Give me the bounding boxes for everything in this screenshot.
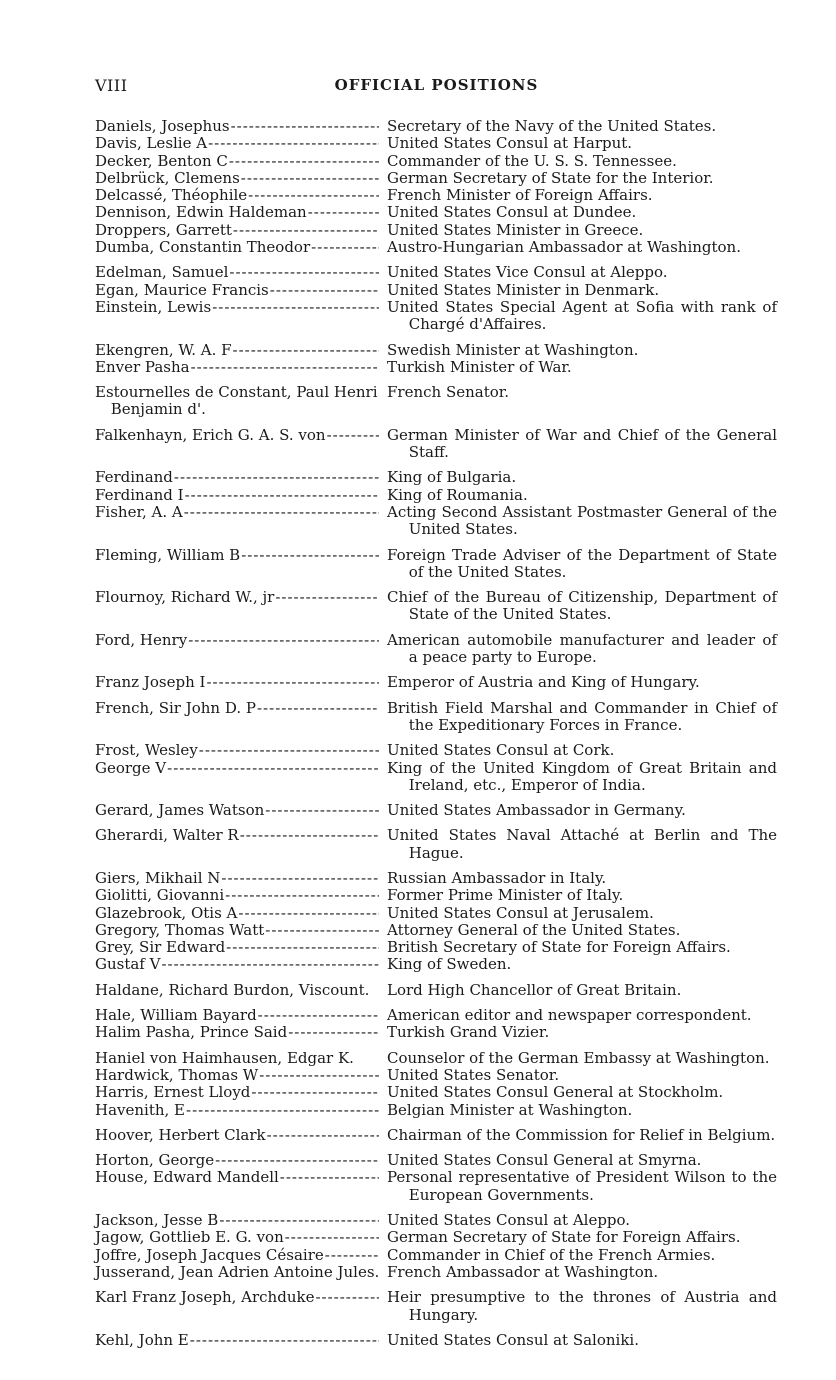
entry-row [95,187,780,204]
entry-row [95,299,780,334]
entry-row [95,427,780,462]
entry-position: Commander of the U. S. S. Tennessee. [387,151,677,170]
entry-name-cell [95,1264,383,1281]
entry-name: Ford, Henry [95,630,188,649]
entry-position: Russian Ambassador in Italy. [387,868,607,887]
entry-position: United States Consul at Jerusalem. [387,903,654,922]
entry-position: French Senator. [387,383,510,402]
entry-name: Joffre, Joseph Jacques Césaire [95,1245,324,1264]
entry-position: Counselor of the German Embassy at Washington. [387,1048,770,1067]
entry-name: Horton, George [95,1151,215,1170]
dot-leader [311,239,379,256]
entry-position: United States Consul at Saloniki. [387,1330,639,1349]
dot-leader [233,222,379,239]
entry-row [95,487,780,504]
dot-leader [285,1229,379,1246]
dot-leader [174,469,379,486]
dot-leader [258,1007,379,1024]
entry-row [95,504,780,539]
entry-name-cell [95,170,383,187]
entry-row [95,1067,780,1084]
entry-position: United States Minister in Denmark. [387,280,660,299]
dot-leader [188,632,379,649]
dot-leader [221,870,379,887]
entry-name-cell [95,742,383,759]
entry-name: Gregory, Thomas Watt [95,920,265,939]
entry-position: United States Vice Consul at Aleppo. [387,263,668,282]
entry-row [95,589,780,624]
entry-name: Decker, Benton C [95,151,228,170]
entry-position: Emperor of Austria and King of Hungary. [387,673,700,692]
entry-position: King of Bulgaria. [387,468,517,487]
entry-position: United States Consul at Aleppo. [387,1211,631,1230]
entry-name-cell [95,1289,383,1306]
entry-name: Davis, Leslie A [95,134,208,153]
dot-leader [238,905,379,922]
entry-name-cell [95,1084,383,1101]
entry-row [95,1050,780,1067]
entry-name: Jusserand, Jean Adrien Antoine Jules. [95,1262,380,1281]
entry-position: Commander in Chief of the French Armies. [387,1245,716,1264]
entry-row [95,956,780,973]
entry-name-cell [95,760,383,777]
dot-leader [315,1289,379,1306]
entry-position: British Field Marshal and Commander in Chief of the Expeditionary Forces in France. [387,698,777,734]
entry-name: Edelman, Samuel [95,263,229,282]
entry-row [95,982,780,999]
entry-name-cell [95,359,383,376]
entry-position: German Secretary of State for Foreign Affairs. [387,1228,741,1247]
dot-leader [190,1332,379,1349]
dot-leader [308,204,379,221]
entry-position: American editor and newspaper correspondent. [387,1006,752,1025]
entry-name: Halim Pasha, Prince Said [95,1023,288,1042]
entry-row [95,239,780,256]
entry-row [95,1102,780,1119]
entry-name: Delbrück, Clemens [95,168,240,187]
entry-row [95,922,780,939]
entry-row [95,282,780,299]
entry-name-cell [95,153,383,170]
entry-name: French, Sir John D. P [95,698,256,717]
entry-row [95,1332,780,1349]
entry-name: Giolitti, Giovanni [95,886,225,905]
entry-name: Glazebrook, Otis A [95,903,238,922]
entry-position: United States Consul General at Smyrna. [387,1151,702,1170]
entry-position: French Ambassador at Washington. [387,1262,659,1281]
entry-name: Harris, Ernest Lloyd [95,1083,251,1102]
entry-name: Grey, Sir Edward [95,938,226,957]
entry-name-cell [95,342,383,359]
entry-row [95,170,780,187]
entry-name: George V [95,758,167,777]
entry-name-cell [95,1152,383,1169]
entry-name-cell [95,1332,383,1349]
dot-leader [185,487,379,504]
entry-position: Former Prime Minister of Italy. [387,886,624,905]
entry-position: French Minister of Foreign Affairs. [387,186,653,205]
entry-name: Flournoy, Richard W., jr [95,588,275,607]
dot-leader [257,700,379,717]
entry-position: United States Special Agent at Sofia with rank of Chargé d'Affaires. [387,297,777,334]
entry-name-cell [95,282,383,299]
entry-row [95,802,780,819]
dot-leader [167,760,379,777]
entry-name-cell [95,204,383,221]
entry-name: Havenith, E [95,1100,186,1119]
entry-position: King of Sweden. [387,955,512,974]
entry-row [95,1264,780,1281]
entry-row [95,1007,780,1024]
dot-leader [240,827,379,844]
entry-row [95,547,780,582]
entry-row [95,1084,780,1101]
entry-name-cell [95,887,383,904]
page-number: VIII [95,76,128,95]
dot-leader [191,359,379,376]
entry-name: Dumba, Constantin Theodor [95,238,311,257]
entry-name: Gherardi, Walter R [95,826,239,845]
entry-position: German Secretary of State for the Interior. [387,168,714,187]
entry-name: Ferdinand [95,468,173,487]
entry-name: Giers, Mikhail N [95,868,221,887]
entry-name-cell [95,1007,383,1024]
entry-row [95,700,780,735]
entry-name-cell [95,547,383,564]
page-title: OFFICIAL POSITIONS [334,76,539,94]
entry-row [95,1127,780,1144]
entry-position: Personal representative of President Wilson to the European Governments. [387,1168,777,1204]
entry-name: Jagow, Gottlieb E. G. von [95,1228,284,1247]
entry-position: British Secretary of State for Foreign Affairs. [387,938,731,957]
dot-leader [225,887,379,904]
entry-row [95,1152,780,1169]
entry-position: United States Consul at Cork. [387,741,615,760]
entry-name-cell [95,299,383,316]
entry-name: Karl Franz Joseph, Archduke [95,1288,315,1307]
entry-position: Belgian Minister at Washington. [387,1100,633,1119]
entry-name-cell [95,239,383,256]
entry-name-cell [95,1127,383,1144]
dot-leader [327,427,379,444]
entry-position: Turkish Grand Vizier. [387,1023,550,1042]
entry-row [95,204,780,221]
entry-name: Delcassé, Théophile [95,186,248,205]
entry-name-cell [95,1229,383,1246]
entry-name-cell [95,674,383,691]
entry-position: Foreign Trade Adviser of the Department of State of the United States. [387,545,777,581]
entry-name: Hardwick, Thomas W [95,1065,259,1084]
entry-row [95,905,780,922]
entry-name-cell [95,922,383,939]
entry-position: United States Consul at Harput. [387,134,633,153]
entry-row [95,469,780,486]
dot-leader [248,187,379,204]
dot-leader [265,802,379,819]
entry-name-cell [95,384,383,419]
entry-position: Heir presumptive to the thrones of Austria and Hungary. [387,1288,777,1324]
entry-name: Jackson, Jesse B [95,1211,219,1230]
entry-position: American automobile manufacturer and leader of a peace party to Europe. [387,630,777,667]
entry-name-cell [95,487,383,504]
entry-name-cell [95,1024,383,1041]
entry-row [95,827,780,862]
entry-name-cell [95,427,383,444]
entry-name-cell [95,1212,383,1229]
entry-position: Acting Second Assistant Postmaster General of the United States. [387,502,777,539]
dot-leader [251,1084,379,1101]
entry-row [95,135,780,152]
entry-row [95,1212,780,1229]
entry-row [95,1229,780,1246]
entry-row [95,1247,780,1264]
entry-position: Attorney General of the United States. [387,920,681,939]
entry-name-cell [95,700,383,717]
entry-name: Fleming, William B [95,545,241,564]
entry-position: Chairman of the Commission for Relief in Belgium. [387,1125,776,1144]
entry-row [95,760,780,795]
entry-name: Frost, Wesley [95,741,198,760]
entry-row [95,342,780,359]
page-header [95,76,778,96]
entry-name: Daniels, Josephus [95,117,230,135]
dot-leader [229,264,379,281]
entry-name: Hale, William Bayard [95,1006,257,1025]
dot-leader [231,118,379,135]
entry-row [95,870,780,887]
dot-leader [325,1247,379,1264]
entry-row [95,118,780,135]
entry-name-cell [95,222,383,239]
entry-row [95,359,780,376]
entry-name: Haniel von Haimhausen, Edgar K. [95,1048,354,1067]
entry-name: Dennison, Edwin Haldeman [95,203,307,222]
entry-name: Franz Joseph I [95,673,206,692]
entry-position: United States Consul General at Stockholm. [387,1083,724,1102]
entry-position: United States Senator. [387,1065,560,1084]
entry-name: Gustaf V [95,955,161,974]
dot-leader [226,939,379,956]
entry-name-cell [95,905,383,922]
entry-name-cell [95,118,383,135]
dot-leader [212,299,379,316]
entry-name: Ferdinand I [95,485,184,504]
dot-leader [229,153,379,170]
dot-leader [265,922,379,939]
dot-leader [267,1127,379,1144]
entry-name-cell [95,264,383,281]
entry-name: Hoover, Herbert Clark [95,1125,266,1144]
entry-name-cell [95,802,383,819]
entry-row [95,632,780,667]
entry-name-cell [95,1050,383,1067]
entry-name-cell [95,827,383,844]
positions-list [95,118,780,1349]
entry-position: King of Roumania. [387,485,528,504]
entry-row [95,1289,780,1324]
dot-leader [241,547,379,564]
dot-leader [184,504,379,521]
dot-leader [233,342,379,359]
entry-name-cell [95,1247,383,1264]
entry-position: King of the United Kingdom of Great Britain and Ireland, etc., Emperor of India. [387,758,777,794]
entry-position: Chief of the Bureau of Citizenship, Department of State of the United States. [387,588,777,624]
entry-name: Fisher, A. A [95,502,183,521]
entry-position: United States Ambassador in Germany. [387,801,686,820]
entry-name: Kehl, John E [95,1330,189,1349]
entry-name: Egan, Maurice Francis [95,280,269,299]
entry-row [95,674,780,691]
entry-name-cell [95,956,383,973]
dot-leader [208,135,379,152]
entry-name-cell [95,632,383,649]
entry-name-cell [95,135,383,152]
entry-name-cell [95,504,383,521]
dot-leader [186,1102,379,1119]
entry-name-cell [95,589,383,606]
dot-leader [275,589,379,606]
dot-leader [270,282,379,299]
entry-position: United States Consul at Dundee. [387,203,637,222]
dot-leader [259,1067,379,1084]
entry-row [95,939,780,956]
entry-position: United States Minister in Greece. [387,220,644,239]
entry-position: Secretary of the Navy of the United States. [387,117,717,135]
entry-name-cell [95,1102,383,1119]
entry-name-cell [95,187,383,204]
entry-name-cell [95,469,383,486]
entry-name: Gerard, James Watson [95,801,265,820]
entry-position: United States Naval Attaché at Berlin and The Hague. [387,826,777,862]
entry-row [95,153,780,170]
entry-row [95,1169,780,1204]
entry-position: Austro-Hungarian Ambassador at Washington. [387,238,741,257]
entry-row [95,887,780,904]
dot-leader [280,1169,379,1186]
entry-name: Estournelles de Constant, Paul Henri Benjamin d'. [95,383,378,419]
entry-name-cell [95,982,383,999]
entry-position: Lord High Chancellor of Great Britain. [387,980,682,999]
dot-leader [199,742,379,759]
dot-leader [288,1024,379,1041]
entry-name: House, Edward Mandell [95,1168,279,1187]
entry-row [95,222,780,239]
entry-name: Einstein, Lewis [95,297,212,316]
entry-name: Droppers, Garrett [95,220,232,239]
dot-leader [161,956,379,973]
entry-name: Enver Pasha [95,357,190,376]
entry-row [95,264,780,281]
entry-name: Ekengren, W. A. F [95,340,232,359]
entry-row [95,1024,780,1041]
entry-name: Falkenhayn, Erich G. A. S. von [95,425,326,444]
dot-leader [241,170,379,187]
entry-position: Swedish Minister at Washington. [387,340,639,359]
entry-name: Haldane, Richard Burdon, Viscount. [95,980,370,999]
dot-leader [206,674,379,691]
entry-name-cell [95,1067,383,1084]
entry-name-cell [95,939,383,956]
entry-position: German Minister of War and Chief of the General Staff. [387,425,777,462]
entry-row [95,742,780,759]
dot-leader [215,1152,379,1169]
entry-name-cell [95,870,383,887]
entry-position: Turkish Minister of War. [387,357,572,376]
dot-leader [219,1212,379,1229]
entry-name-cell [95,1169,383,1186]
entry-row [95,384,780,419]
